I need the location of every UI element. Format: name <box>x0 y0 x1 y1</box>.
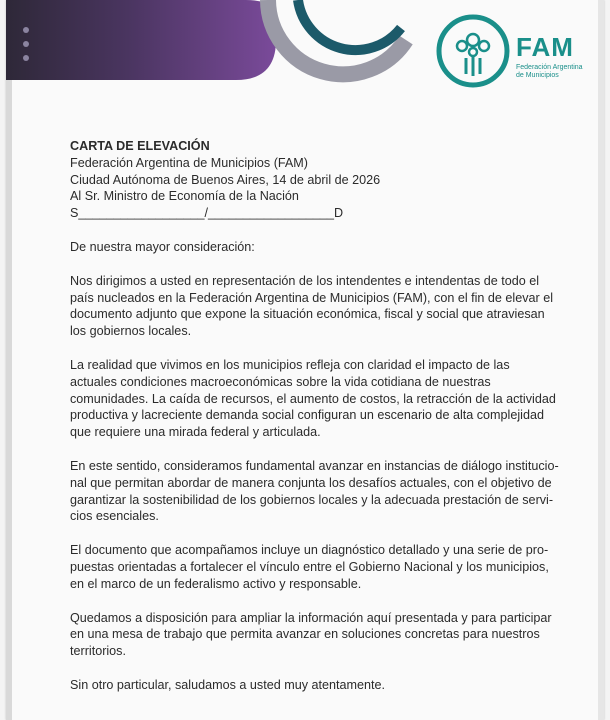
letter-sender: Federación Argentina de Municipios (FAM) <box>70 155 308 170</box>
letter-title: CARTA DE ELEVACIÓN <box>70 139 210 153</box>
letter-sd-line: S__________________/__________________D <box>70 206 344 221</box>
letter-body <box>70 138 560 711</box>
letter-paragraph-1: Nos dirigimos a usted en representación de los intendentes e intendentas de todo el país nucleados en la Federación Argentina de Municipios (FAM), con el fin de elevar el documento adjunto que expone la situación económica, fiscal y social que atraviesan los gobiernos locales. <box>70 273 554 339</box>
page-right-edge <box>598 0 604 720</box>
letter-salutation: De nuestra mayor consideración: <box>70 239 255 254</box>
fam-logo <box>436 14 586 92</box>
letter-paragraph-5: Quedamos a disposición para ampliar la información aquí presentada y para participar en una mesa de trabajo que permita avanzar en soluciones concretas para nuestros territorios. <box>70 610 552 659</box>
logo-full-name <box>516 64 586 80</box>
letter-paragraph-2: La realidad que vivimos en los municipios refleja con claridad el impacto de las actuales condiciones macroeconómicas sobre la vida cotidiana de nuestras comunidades. La caída de recursos, el aumento de costos, la retracción de la actividad productiva y lacreciente demanda social configuran un escenario de alta complejidad que requiere una mirada federal y articulada. <box>70 357 556 440</box>
fam-tree-icon <box>436 14 510 88</box>
letter-recipient: Al Sr. Ministro de Economía de la Nación <box>70 189 299 204</box>
letter-paragraph-4: El documento que acompañamos incluye un diagnóstico detallado y una serie de propuestas orientadas a fortalecer el vínculo entre el Gobierno Nacional y los municipios, en el marco de un federalismo activo y responsable. <box>70 543 549 591</box>
logo-abbreviation: FAM <box>516 32 574 62</box>
logo-name-line2: de Municipios <box>516 72 559 79</box>
letter-paragraph-3: En este sentido, consideramos fundamental avanzar en instancias de diálogo institucional que permitan abordar de manera conjunta los desafíos actuales, con el objetivo de garantizar la sostenibilidad de los gobiernos locales y la adecuada prestación de servicios esenciales. <box>70 458 559 524</box>
letter-place-date: Ciudad Autónoma de Buenos Aires, 14 de abril de 2026 <box>70 172 381 187</box>
letter-page <box>6 0 604 720</box>
logo-name-line1: Federación Argentina <box>516 64 583 71</box>
page-left-edge <box>6 0 12 720</box>
letter-closing: Sin otro particular, saludamos a usted muy atentamente. <box>70 677 386 692</box>
letter-heading <box>70 138 560 222</box>
